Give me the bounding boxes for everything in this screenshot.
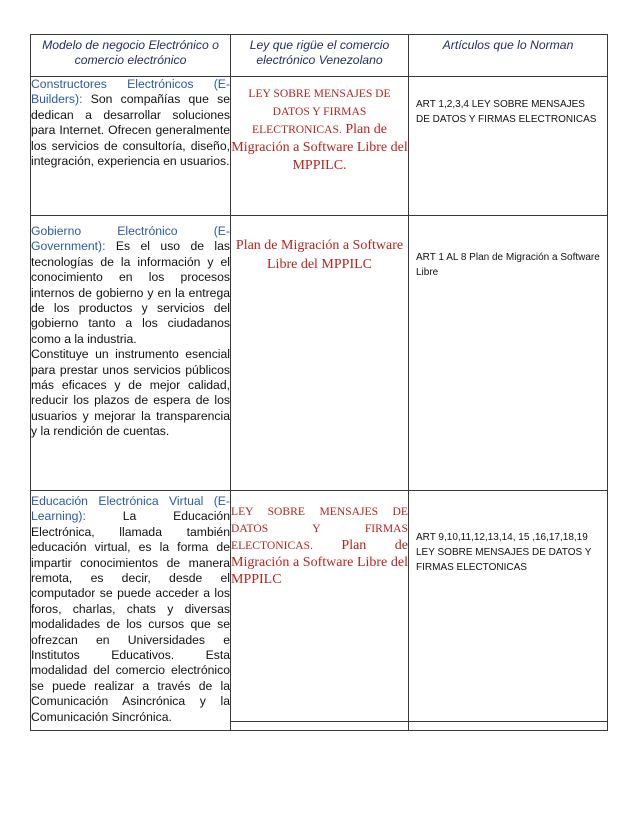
articles-text: ART 9,10,11,12,13,14, 15 ,16,17,18,19 LEY SOBRE MENSAJES DE DATOS Y FIRMAS ELECTONICAS [416,532,592,573]
articles-text: ART 1 AL 8 Plan de Migración a Software Libre [416,252,600,278]
model-cell [31,216,231,491]
header-governing-law: Ley que rigüe el comercio electrónico Venezolano [231,35,409,77]
header-business-model: Modelo de negocio Electrónico o comercio electrónico [31,35,231,77]
empty-cell [409,722,608,731]
law-cell [231,216,409,491]
model-description: Es el uso de las tecnologías de la información y el conocimiento en los procesos internos de gobierno y en la entrega de los productos y servicios del gobierno tanto a los ciudadanos como a la industria. [31,239,230,346]
model-term: Gobierno Electrónico (E-Government): [31,224,230,254]
model-cell [31,491,231,731]
table-row [31,216,608,491]
table-row [31,77,608,216]
articles-cell [409,491,608,722]
articles-cell [409,216,608,491]
ecommerce-table [30,34,608,731]
articles-text: ART 1,2,3,4 LEY SOBRE MENSAJES DE DATOS Y FIRMAS ELECTRONICAS [416,99,597,125]
law-plan: Plan de Migración a Software Libre del MPPILC [231,538,408,587]
law-plan: Plan de Migración a Software Libre del MPPILC [235,238,404,272]
law-name: LEY SOBRE MENSAJES DE DATOS Y FIRMAS ELECTONICAS. [231,505,408,552]
law-cell [231,491,409,722]
law-cell [231,77,409,216]
empty-cell [231,722,409,731]
table-row [31,491,608,722]
model-term: Constructores Electrónicos (E-Builders): [31,77,230,107]
model-cell [31,77,231,216]
header-articles: Artículos que lo Norman [409,35,608,77]
header-row [31,35,608,77]
law-name: LEY SOBRE MENSAJES DE DATOS Y FIRMAS ELECTRONICAS. [248,87,391,136]
model-description: Son compañías que se dedican a desarrollar soluciones para Internet. Ofrecen generalmente los servicios de consultoría, diseño, integración, experiencia en usuarios. [31,92,230,169]
model-term: Educación Electrónica Virtual (E-Learning): [31,494,230,524]
model-description-continued: Constituye un instrumento esencial para prestar unos servicios públicos más eficaces y de mejor calidad, reducir los plazos de espera de los usuarios y mejorar la transparencia y la rendición de cuentas. [31,347,230,439]
model-description: La Educación Electrónica, llamada también educación virtual, es la forma de impartir conocimientos de manera remota, es decir, desde el computador se puede acceder a los foros, charlas, chats y diversas modalidades de los cursos que se ofrezcan en Universidades e Institutos Educativos. Esta modalidad del comercio electrónico se puede realizar a través de la Comunicación Asincrónica y la Comunicación Sincrónica. [31,509,230,724]
articles-cell [409,77,608,216]
law-plan: Plan de Migración a Software Libre del MPPILC. [231,122,408,173]
